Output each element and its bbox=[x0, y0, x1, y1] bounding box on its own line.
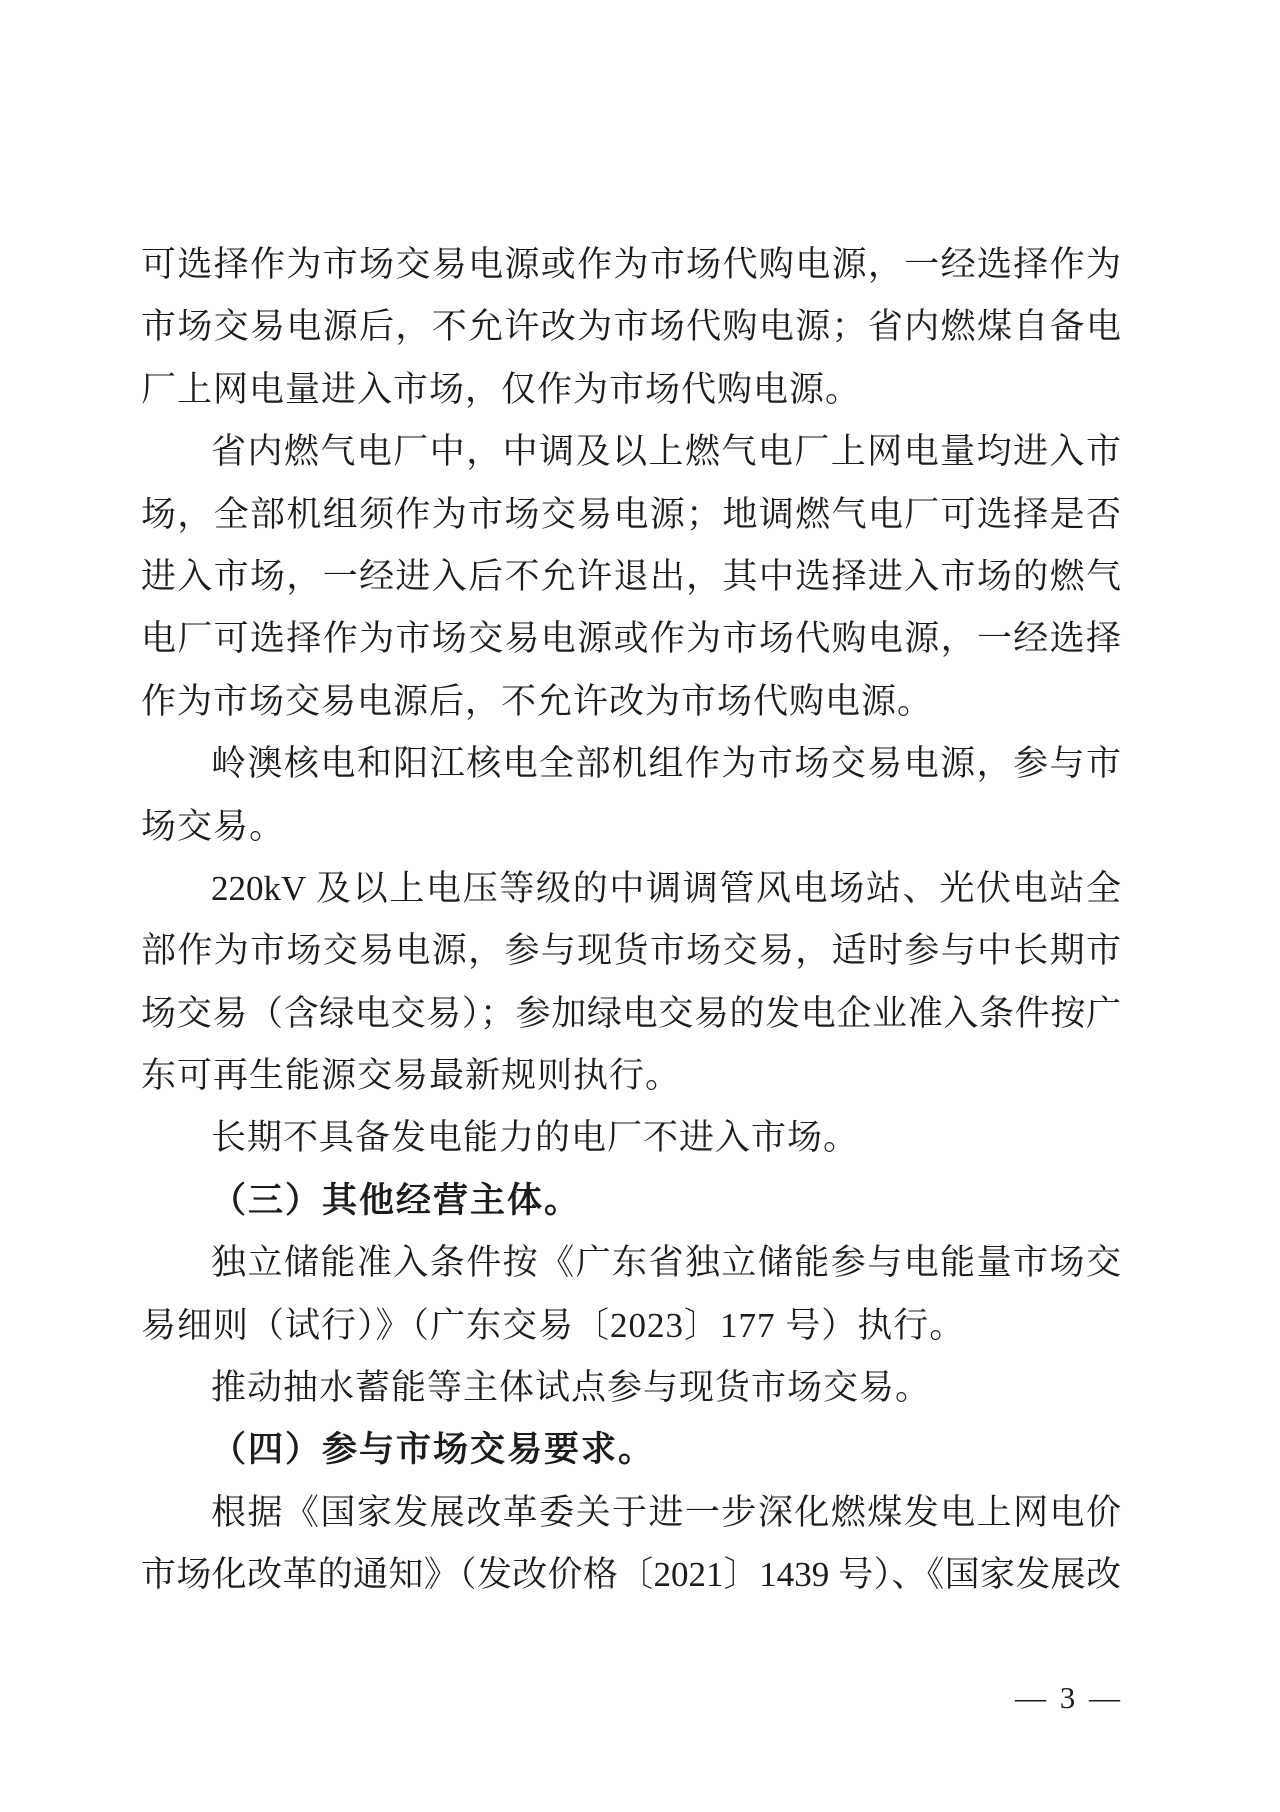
text-line: 作为市场交易电源后，不允许改为市场代购电源。 bbox=[141, 681, 934, 721]
text-line: 长期不具备发电能力的电厂不进入市场。 bbox=[211, 1118, 860, 1158]
text-line: 岭澳核电和阳江核电全部机组作为市场交易电源，参与市 bbox=[211, 744, 1121, 784]
text-line: 厂上网电量进入市场，仅作为市场代购电源。 bbox=[141, 369, 862, 409]
section-heading: （四）参与市场交易要求。 bbox=[211, 1430, 656, 1470]
text-line: 独立储能准入条件按《广东省独立储能参与电能量市场交 bbox=[211, 1243, 1121, 1283]
text-line: 场交易。 bbox=[141, 806, 286, 846]
document-body bbox=[141, 234, 1121, 1607]
text-line: 市场交易电源后，不允许改为市场代购电源；省内燃煤自备电 bbox=[141, 307, 1121, 347]
text-line: 进入市场，一经进入后不允许退出，其中选择进入市场的燃气 bbox=[141, 556, 1121, 596]
text-line: 省内燃气电厂中，中调及以上燃气电厂上网电量均进入市 bbox=[211, 432, 1121, 472]
text-line: 可选择作为市场交易电源或作为市场代购电源，一经选择作为 bbox=[141, 245, 1121, 284]
text-line: 东可再生能源交易最新规则执行。 bbox=[141, 1056, 682, 1096]
text-line: 220kV 及以上电压等级的中调调管风电场站、光伏电站全 bbox=[211, 868, 1121, 908]
text-line: 电厂可选择作为市场交易电源或作为市场代购电源，一经选择 bbox=[141, 619, 1121, 659]
text-line: 场，全部机组须作为市场交易电源；地调燃气电厂可选择是否 bbox=[141, 494, 1121, 534]
section-heading: （三）其他经营主体。 bbox=[211, 1180, 582, 1220]
page-number: — 3 — bbox=[1015, 1680, 1123, 1715]
text-line: 场交易（含绿电交易）；参加绿电交易的发电企业准入条件按广 bbox=[141, 993, 1121, 1033]
text-line: 市场化改革的通知》（发改价格〔2021〕1439 号）、《国家发展改 bbox=[141, 1555, 1121, 1595]
text-line: 易细则（试行）》（广东交易〔2023〕177 号）执行。 bbox=[141, 1305, 966, 1345]
text-line: 部作为市场交易电源，参与现货市场交易，适时参与中长期市 bbox=[141, 931, 1121, 971]
text-line: 根据《国家发展改革委关于进一步深化燃煤发电上网电价 bbox=[211, 1492, 1121, 1532]
text-line: 推动抽水蓄能等主体试点参与现货市场交易。 bbox=[211, 1368, 932, 1408]
